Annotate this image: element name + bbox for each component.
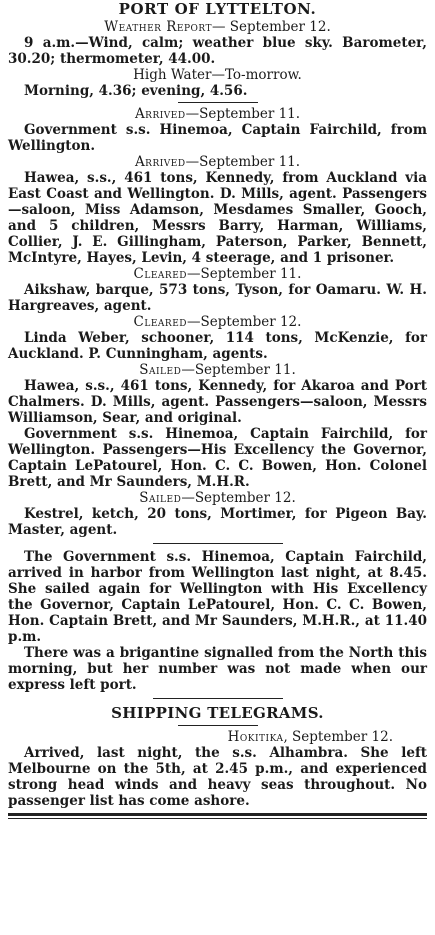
weather-date: — September 12.: [212, 19, 331, 35]
cleared-head-2: Cleared: [133, 314, 187, 330]
cleared-heading-1: [8, 266, 427, 282]
end-rule: [8, 813, 427, 819]
divider: [178, 725, 258, 726]
weather-head: Weather Report: [104, 19, 212, 35]
cleared-head-1: Cleared: [133, 266, 187, 282]
sailed-date-2: —September 12.: [181, 490, 296, 506]
telegram-text: Arrived, last night, the s.s. Alhambra. She left Melbourne on the 5th, at 2.45 p.m., and experienced strong head winds and heavy seas throughout. No passenger list has come ashore.: [8, 745, 427, 809]
arrived-heading-1: [8, 106, 427, 122]
sailed-head-2: Sailed: [139, 490, 182, 506]
telegram-date: , September 12.: [283, 729, 393, 745]
sailed-heading-2: [8, 490, 427, 506]
cleared-text-1: Aikshaw, barque, 573 tons, Tyson, for Oamaru. W. H. Hargreaves, agent.: [8, 282, 427, 314]
cleared-date-1: —September 11.: [186, 266, 302, 282]
sailed-heading-1: [8, 362, 427, 378]
sailed-text-1a: Hawea, s.s., 461 tons, Kennedy, for Akaroa and Port Chalmers. D. Mills, agent. Passengers—saloon, Messrs Williamson, Sear, and original.: [8, 378, 427, 426]
arrived-date-1: —September 11.: [185, 106, 301, 122]
telegrams-title: SHIPPING TELEGRAMS.: [111, 704, 324, 722]
cleared-date-2: —September 12.: [186, 314, 302, 330]
sailed-head-1: Sailed: [139, 362, 182, 378]
high-water-text: Morning, 4.36; evening, 4.56.: [24, 83, 248, 99]
divider: [178, 102, 258, 103]
arrived-text-1: Government s.s. Hinemoa, Captain Fairchild, from Wellington.: [8, 122, 427, 154]
telegram-dateline: [8, 729, 427, 745]
news-paragraph-2: There was a brigantine signalled from the North this morning, but her number was not made when our express left port.: [8, 645, 427, 693]
weather-text: 9 a.m.—Wind, calm; weather blue sky. Barometer, 30.20; thermometer, 44.00.: [8, 35, 427, 67]
divider: [153, 543, 283, 544]
page-title: PORT OF LYTTELTON.: [118, 0, 317, 18]
divider: [153, 698, 283, 699]
telegram-place: Hokitika: [227, 729, 284, 745]
arrived-head-2: Arrived: [134, 154, 186, 170]
arrived-text-2: Hawea, s.s., 461 tons, Kennedy, from Auckland via East Coast and Wellington. D. Mills, agent. Passengers—saloon, Miss Adamson, Mesdames Smaller, Gooch, and 5 children, Messrs Barry, Harman, Williams, Collier, J. E. Gillingham, Paterson, Parker, Bennett, McIntyre, Hayes, Levin, 4 steerage, and 1 prisoner.: [8, 170, 427, 266]
sailed-text-2: Kestrel, ketch, 20 tons, Mortimer, for Pigeon Bay. Master, agent.: [8, 506, 427, 538]
arrived-heading-2: [8, 154, 427, 170]
cleared-heading-2: [8, 314, 427, 330]
arrived-date-2: —September 11.: [185, 154, 301, 170]
news-paragraph-1: The Government s.s. Hinemoa, Captain Fairchild, arrived in harbor from Wellington last night, at 8.45. She sailed again for Wellington with His Excellency the Governor, Captain LePatourel, Hon. C. C. Bowen, Hon. Captain Brett, and Mr Saunders, M.H.R., at 11.40 p.m.: [8, 549, 427, 645]
weather-heading: [8, 19, 427, 35]
high-water-heading: High Water—To-morrow.: [133, 67, 302, 83]
arrived-head-1: Arrived: [134, 106, 186, 122]
sailed-text-1b: Government s.s. Hinemoa, Captain Fairchild, for Wellington. Passengers—His Excellency the Governor, Captain LePatourel, Hon. C. C. Bowen, Hon. Colonel Brett, and Mr Saunders, M.H.R.: [8, 426, 427, 490]
sailed-date-1: —September 11.: [181, 362, 296, 378]
cleared-text-2: Linda Weber, schooner, 114 tons, McKenzie, for Auckland. P. Cunningham, agents.: [8, 330, 427, 362]
